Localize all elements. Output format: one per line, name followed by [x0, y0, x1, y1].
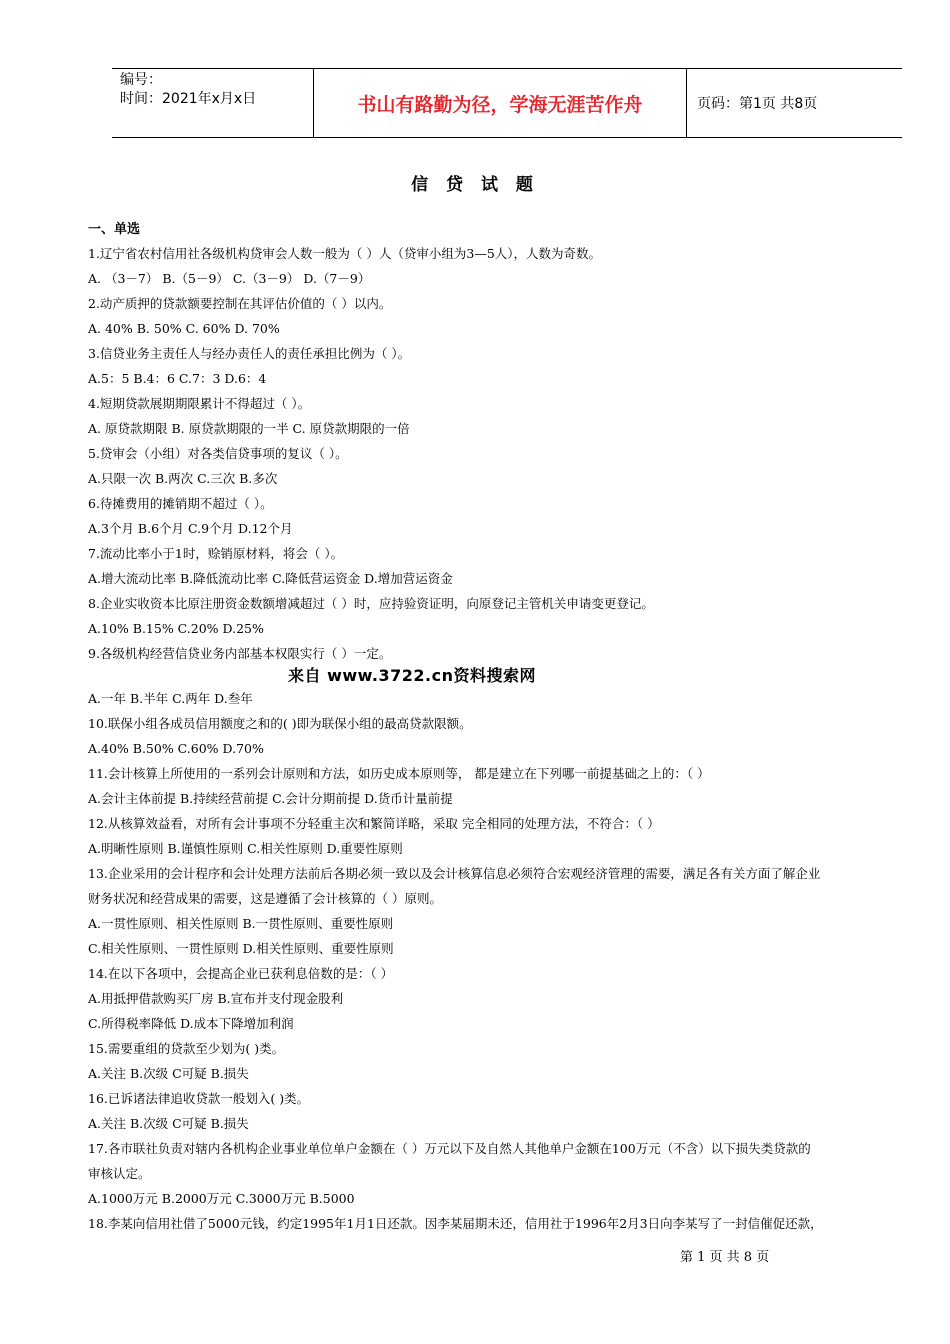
watermark-text: 来自 www.3722.cn资料搜索网 [288, 666, 536, 685]
text-line: A.会计主体前提 B.持续经营前提 C.会计分期前提 D.货币计量前提 [88, 791, 453, 806]
text-line: A. 原贷款期限 B. 原贷款期限的一半 C. 原贷款期限的一倍 [88, 421, 410, 436]
text-line: A.只限一次 B.两次 C.三次 B.多次 [88, 471, 278, 486]
text-line: A.一贯性原则、相关性原则 B.一贯性原则、重要性原则 [88, 916, 394, 931]
header-number-label: 编号： [120, 72, 162, 88]
text-line: A. 40% B. 50% C. 60% D. 70% [88, 321, 280, 336]
text-line: 3.信贷业务主责任人与经办责任人的责任承担比例为（ ）。 [88, 346, 411, 361]
document-title: 信 贷 试 题 [411, 175, 539, 195]
text-line: A.增大流动比率 B.降低流动比率 C.降低营运资金 D.增加营运资金 [88, 571, 453, 586]
text-line: 8.企业实收资本比原注册资金数额增减超过（ ）时，应持验资证明，向原登记主管机关申请变更登记。 [88, 596, 654, 611]
page-header [112, 68, 902, 138]
question-list [88, 219, 928, 1236]
page-footer: 第 1 页 共 8 页 [680, 1250, 770, 1265]
text-line: 1.辽宁省农村信用社各级机构贷审会人数一般为（ ）人（贷审小组为3—5人），人数为奇数。 [88, 246, 602, 261]
header-time-label: 时间：2021年x月x日 [120, 91, 257, 107]
text-line: 15.需要重组的贷款至少划为( )类。 [88, 1041, 285, 1056]
text-line: 17.各市联社负责对辖内各机构企业事业单位单户金额在（ ）万元以下及自然人其他单户金额在100万元（不含）以下损失类贷款的 [88, 1141, 811, 1156]
text-line: C.所得税率降低 D.成本下降增加利润 [88, 1016, 294, 1031]
text-line: 财务状况和经营成果的需要，这是遵循了会计核算的（ ）原则。 [88, 891, 442, 906]
text-line: 14.在以下各项中，会提高企业已获利息倍数的是：（ ） [88, 966, 394, 981]
text-line: 6.待摊费用的摊销期不超过（ ）。 [88, 496, 273, 511]
text-line: 7.流动比率小于1时，赊销原材料，将会（ ）。 [88, 546, 344, 561]
text-line: 审核认定。 [88, 1166, 151, 1181]
text-line: A.5：5 B.4：6 C.7：3 D.6：4 [88, 371, 267, 386]
text-line: 12.从核算效益看，对所有会计事项不分轻重主次和繁简详略，采取 完全相同的处理方法，不符合：（ ） [88, 816, 660, 831]
text-line: A.1000万元 B.2000万元 C.3000万元 B.5000 [88, 1191, 355, 1206]
text-line: 2.动产质押的贷款额要控制在其评估价值的（ ）以内。 [88, 296, 392, 311]
watermark-row [88, 666, 928, 711]
text-line: A.用抵押借款购买厂房 B.宣布并支付现金股利 [88, 991, 344, 1006]
text-line: 16.已诉诸法律追收贷款一般划入( )类。 [88, 1091, 310, 1106]
text-line: 18.李某向信用社借了5000元钱，约定1995年1月1日还款。因李某届期未还，信用社于1996年2月3日向李某写了一封信催促还款， [88, 1216, 823, 1231]
text-line: A.40% B.50% C.60% D.70% [88, 741, 264, 756]
text-line: A.关注 B.次级 C可疑 B.损失 [88, 1116, 249, 1131]
text-line: 5.贷审会（小组）对各类信贷事项的复议（ ）。 [88, 446, 348, 461]
text-line: A.3个月 B.6个月 C.9个月 D.12个月 [88, 521, 293, 536]
question-block-1 [88, 241, 928, 666]
text-line: 11.会计核算上所使用的一系列会计原则和方法，如历史成本原则等， 都是建立在下列哪一前提基础之上的：（ ） [88, 766, 710, 781]
header-left-cell [112, 69, 314, 137]
text-line: C.相关性原则、一贯性原则 D.相关性原则、重要性原则 [88, 941, 394, 956]
text-line: 4.短期贷款展期期限累计不得超过（ ）。 [88, 396, 311, 411]
header-page-label: 页码：第1页 共8页 [697, 96, 818, 112]
text-line: 13.企业采用的会计程序和会计处理方法前后各期必须一致以及会计核算信息必须符合宏观经济管理的需要，满足各有关方面了解企业 [88, 866, 821, 881]
section-heading: 一、单选 [88, 222, 141, 237]
text-line: 10.联保小组各成员信用额度之和的( )即为联保小组的最高贷款限额。 [88, 716, 472, 731]
text-line: A.明晰性原则 B.谨慎性原则 C.相关性原则 D.重要性原则 [88, 841, 403, 856]
text-line: A.关注 B.次级 C可疑 B.损失 [88, 1066, 249, 1081]
text-line: 9.各级机构经营信贷业务内部基本权限实行（ ）一定。 [88, 646, 392, 661]
question-block-2 [88, 711, 928, 1236]
option-line: A.一年 B.半年 C.两年 D.叁年 [88, 691, 253, 706]
header-motto: 书山有路勤为径，学海无涯苦作舟 [314, 69, 687, 137]
text-line: A. （3－7） B.（5－9） C.（3－9） D.（7－9） [88, 271, 371, 286]
text-line: A.10% B.15% C.20% D.25% [88, 621, 264, 636]
